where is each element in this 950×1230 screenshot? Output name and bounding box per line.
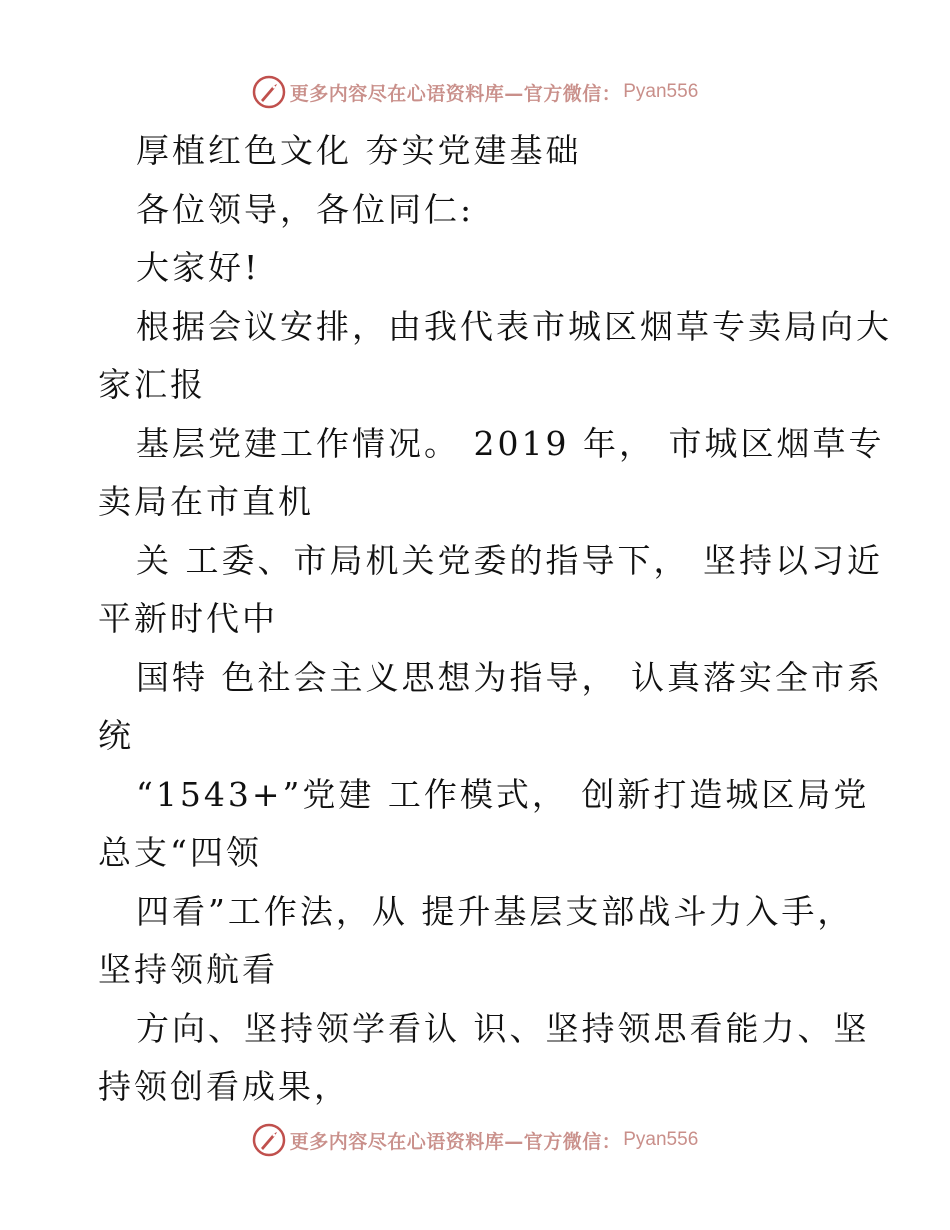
header-wechat-handle: Pyan556 (623, 81, 699, 102)
document-line: 家汇报 (98, 365, 206, 404)
document-line: 平新时代中 (98, 599, 278, 638)
document-line: 关 工委、市局机关党委的指导下， 坚持以习近 (136, 540, 883, 580)
document-line: “1543+”党建 工作模式， 创新打造城区局党 (136, 774, 870, 814)
document-line: 总支“四领 (98, 833, 262, 872)
document-line: 大家好! (136, 248, 261, 287)
document-line: 厚植红色文化 夯实党建基础 (136, 131, 582, 170)
document-line: 方向、坚持领学看认 识、坚持领思看能力、坚 (136, 1008, 870, 1048)
footer-banner (0, 1120, 950, 1160)
pen-nib-logo-icon (252, 1123, 286, 1157)
document-line: 四看”工作法，从 提升基层支部战斗力入手， (136, 891, 854, 931)
document-line: 基层党建工作情况。 2019 年， 市城区烟草专 (136, 423, 885, 463)
document-line: 国特 色社会主义思想为指导， 认真落实全市系 (136, 657, 883, 697)
document-line: 各位领导，各位同仁: (136, 189, 475, 229)
pen-nib-logo-icon (252, 75, 286, 109)
footer-banner-text: 更多内容尽在心语资料库—官方微信： (289, 1130, 622, 1153)
document-line: 根据会议安排，由我代表市城区烟草专卖局向大 (136, 306, 892, 346)
header-banner-text: 更多内容尽在心语资料库—官方微信： (289, 82, 622, 105)
document-line: 卖局在市直机 (98, 482, 314, 521)
document-body (98, 122, 892, 1117)
document-line: 坚持领航看 (98, 950, 278, 989)
document-line: 统 (98, 716, 134, 755)
footer-wechat-handle: Pyan556 (623, 1129, 699, 1150)
document-line: 持领创看成果， (98, 1067, 350, 1106)
header-banner (0, 72, 950, 112)
